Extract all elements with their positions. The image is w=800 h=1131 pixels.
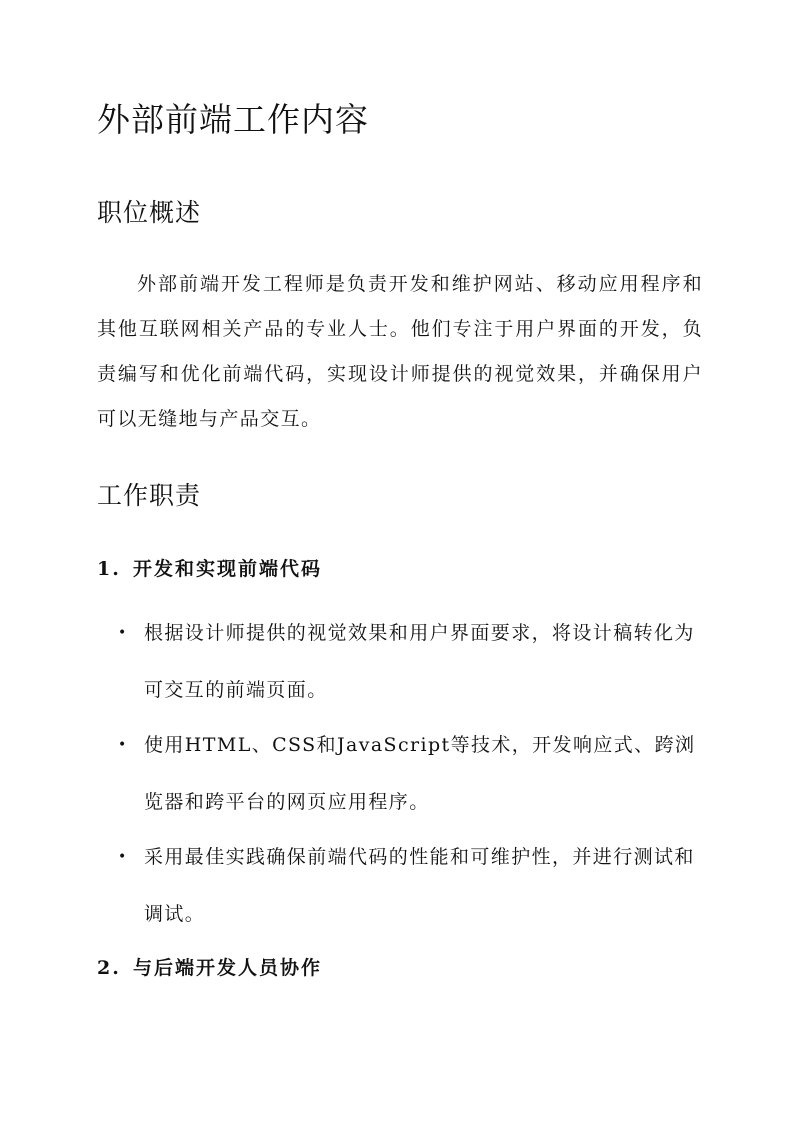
document-title: 外部前端工作内容 <box>97 100 369 139</box>
subsection-heading-develop <box>97 554 322 584</box>
subsection-heading-collaborate <box>97 953 322 983</box>
list-item <box>118 717 710 831</box>
list-item-text: 使用HTML、CSS和JavaScript等技术，开发响应式、跨浏览器和跨平台的网页应用程序。 <box>144 734 696 813</box>
bullet-icon: • <box>118 849 128 865</box>
list-item <box>118 829 710 943</box>
list-item-text: 根据设计师提供的视觉效果和用户界面要求，将设计稿转化为可交互的前端页面。 <box>144 622 695 701</box>
section-heading-overview: 职位概述 <box>97 198 202 227</box>
section-heading-duties: 工作职责 <box>97 481 202 510</box>
overview-paragraph: 外部前端开发工程师是负责开发和维护网站、移动应用程序和其他互联网相关产品的专业人士。他们专注于用户界面的开发，负责编写和优化前端代码，实现设计师提供的视觉效果，并确保用户可以无缝地与产品交互。 <box>97 273 703 430</box>
subsection-number: 1. <box>97 558 121 580</box>
list-item-text: 采用最佳实践确保前端代码的性能和可维护性，并进行测试和调试。 <box>144 846 695 925</box>
bullet-icon: • <box>118 737 128 753</box>
subsection-number: 2. <box>97 957 121 979</box>
bullet-icon: • <box>118 625 128 641</box>
subsection-title: 开发和实现前端代码 <box>133 558 323 580</box>
subsection-title: 与后端开发人员协作 <box>133 957 323 979</box>
list-item <box>118 605 710 719</box>
